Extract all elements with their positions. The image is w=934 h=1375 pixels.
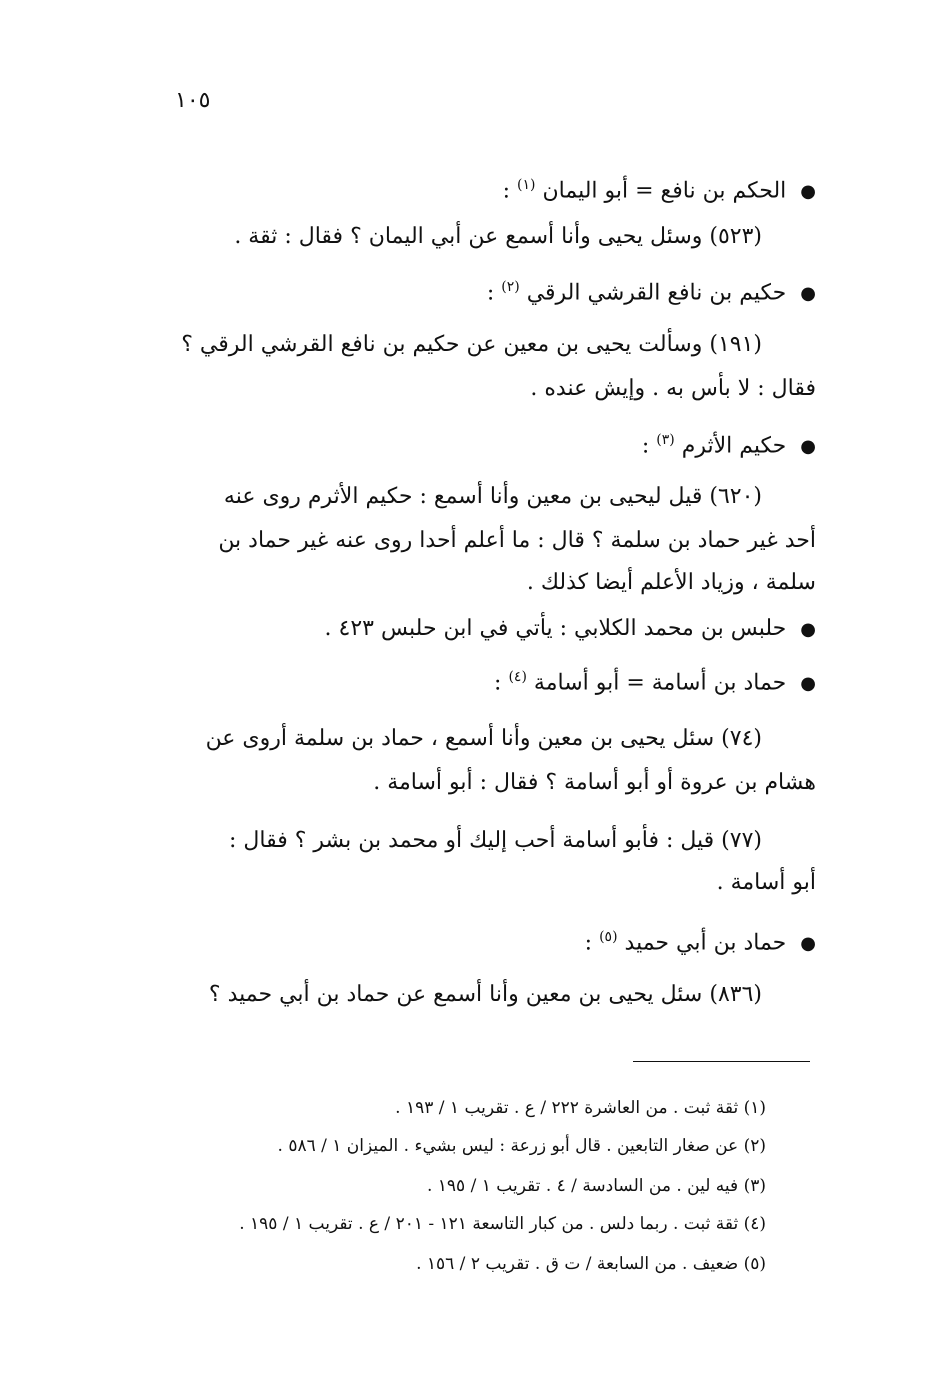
- bullet-icon: ●: [800, 436, 816, 458]
- entry-heading: ●الحكم بن نافع = أبو اليمان $^{(١)}$ :: [502, 177, 816, 204]
- entry-name: حماد بن أبي حميد: [624, 930, 787, 956]
- narration-line: (٥٢٣) وسئل يحيى وأنا أسمع عن أبي اليمان ؟ فقال : ثقة .: [234, 224, 762, 249]
- narration-line: (٦٢٠) قيل ليحيى بن معين وأنا أسمع : حكيم الأثرم روى عنه: [223, 484, 762, 509]
- narration-line: سلمة ، وزياد الأعلم أيضا كذلك .: [526, 570, 816, 595]
- footnote-ref: (٢): [501, 279, 520, 295]
- narration-line: (٨٣٦) سئل يحيى بن معين وأنا أسمع عن حماد بن أبي حميد ؟: [208, 982, 762, 1007]
- bullet-icon: ●: [800, 933, 816, 955]
- page-number: ١٠٥: [175, 88, 211, 113]
- narration-line: هشام بن عروة أو أبو أسامة ؟ فقال : أبو أسامة .: [373, 770, 816, 795]
- bullet-icon: ●: [800, 283, 816, 305]
- footnote: (٤) ثقة ثبت . ربما دلس . من كبار التاسعة ١٢١ - ٢٠١ / ع . تقريب ١ / ١٩٥ .: [239, 1214, 766, 1234]
- entry-heading: ●حماد بن أسامة = أبو أسامة $^{(٤)}$ :: [494, 669, 816, 696]
- footnote-ref: (٤): [508, 669, 527, 685]
- narration-line: أبو أسامة .: [716, 870, 816, 895]
- bullet-icon: ●: [800, 673, 816, 695]
- footnote-ref: (١): [517, 177, 536, 193]
- entry-name: حكيم الأثرم: [681, 433, 787, 459]
- entry-heading: ●حماد بن أبي حميد $^{(٥)}$ :: [584, 929, 816, 956]
- entry-name: حلبس بن محمد الكلابي : يأتي في ابن حلبس ٤٢٣ .: [324, 616, 787, 641]
- entry-name: حماد بن أسامة = أبو أسامة: [533, 670, 787, 696]
- footnote: (٢) عن صغار التابعين . قال أبو زرعة : ليس بشيء . الميزان ١ / ٥٨٦ .: [277, 1136, 766, 1156]
- footnote: (٣) فيه لين . من السادسة / ٤ . تقريب ١ / ١٩٥ .: [426, 1176, 766, 1196]
- entry-heading: ●حكيم الأثرم $^{(٣)}$ :: [641, 432, 816, 459]
- entry-heading: [325, 614, 816, 645]
- footnote: (٥) ضعيف . من السابعة / ت ق . تقريب ٢ / ١٥٦ .: [416, 1254, 766, 1274]
- footnote-divider: [633, 1061, 810, 1062]
- footnote-ref: (٥): [599, 929, 618, 945]
- entry-name: الحكم بن نافع = أبو اليمان: [542, 178, 787, 204]
- narration-line: (٧٤) سئل يحيى بن معين وأنا أسمع ، حماد بن سلمة أروى عن: [205, 726, 762, 751]
- narration-line: (١٩١) وسألت يحيى بن معين عن حكيم بن نافع القرشي الرقي ؟: [181, 332, 762, 357]
- narration-line: (٧٧) قيل : فأبو أسامة أحب إليك أو محمد بن بشر ؟ فقال :: [229, 828, 762, 853]
- entry-heading: ●حكيم بن نافع القرشي الرقي $^{(٢)}$ :: [486, 279, 816, 306]
- footnote-ref: (٣): [656, 432, 675, 448]
- bullet-icon: ●: [800, 181, 816, 203]
- footnote: (١) ثقة ثبت . من العاشرة ٢٢٢ / ع . تقريب ١ / ١٩٣ .: [395, 1098, 766, 1118]
- narration-line: فقال : لا بأس به . وإيش عنده .: [530, 376, 816, 401]
- narration-line: أحد غير حماد بن سلمة ؟ قال : ما أعلم أحدا روى عنه غير حماد بن: [218, 528, 816, 553]
- entry-name: حكيم بن نافع القرشي الرقي: [526, 280, 787, 306]
- bullet-icon: ●: [800, 619, 816, 640]
